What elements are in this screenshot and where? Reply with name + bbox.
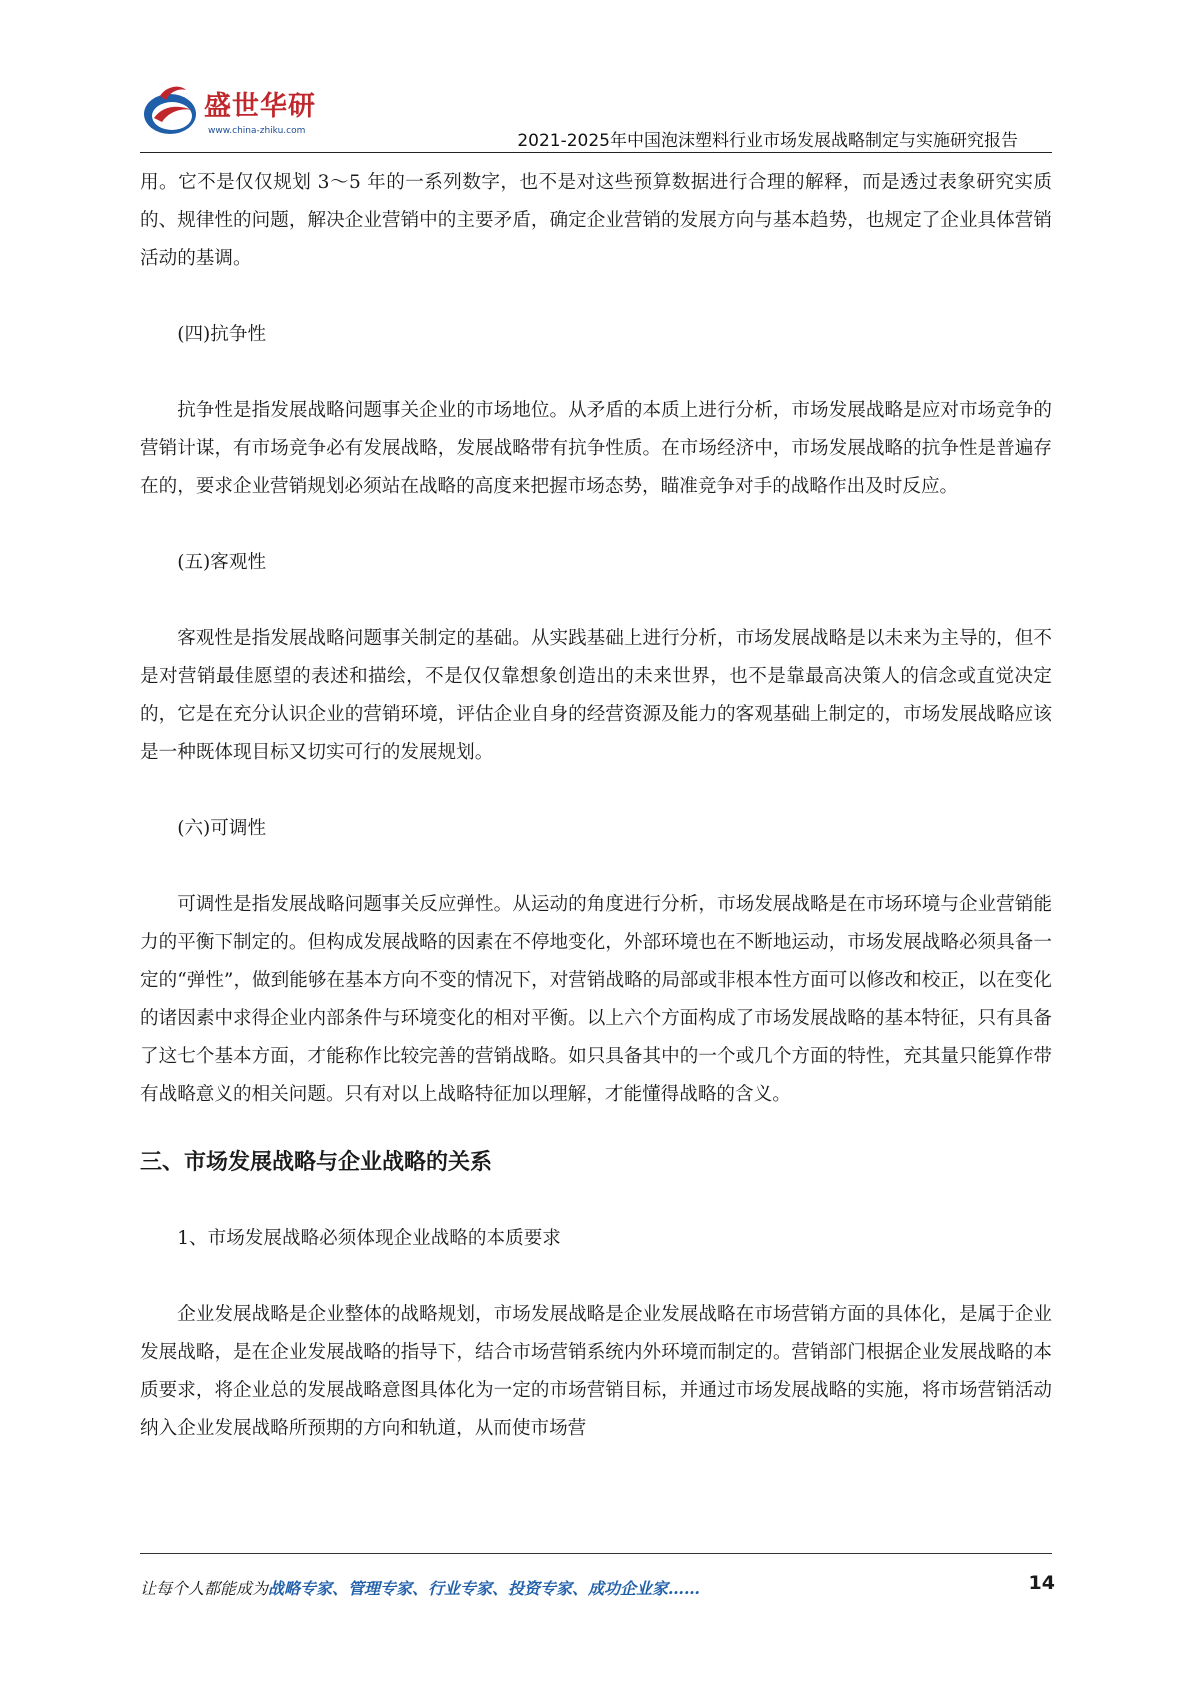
- subheading-6: (六)可调性: [177, 818, 267, 839]
- logo-url: www.china-zhiku.com: [208, 126, 306, 136]
- paragraph-continued: 用。它不是仅仅规划 3～5 年的一系列数字，也不是对这些预算数据进行合理的解释，而是透过表象研究实质的、规律性的问题，解决企业营销中的主要矛盾，确定企业营销的发展方向与基本趋势，也规定了企业具体营销活动的基调。: [140, 172, 1052, 269]
- paragraph-5: 客观性是指发展战略问题事关制定的基础。从实践基础上进行分析，市场发展战略是以未来为主导的，但不是对营销最佳愿望的表述和描绘，不是仅仅靠想象创造出的未来世界，也不是靠最高决策人的信念或直觉决定的，它是在充分认识企业的营销环境，评估企业自身的经营资源及能力的客观基础上制定的，市场发展战略应该是一种既体现目标又切实可行的发展规划。: [140, 628, 1052, 763]
- footer-slogan: [140, 1576, 700, 1599]
- paragraph-7: 企业发展战略是企业整体的战略规划，市场发展战略是企业发展战略在市场营销方面的具体化，是属于企业发展战略，是在企业发展战略的指导下，结合市场营销系统内外环境而制定的。营销部门根据企业发展战略的本质要求，将企业总的发展战略意图具体化为一定的市场营销目标，并通过市场发展战略的实施，将市场营销活动纳入企业发展战略所预期的方向和轨道，从而使市场营: [140, 1304, 1052, 1439]
- paragraph-4: 抗争性是指发展战略问题事关企业的市场地位。从矛盾的本质上进行分析，市场发展战略是应对市场竞争的营销计谋，有市场竞争必有发展战略，发展战略带有抗争性质。在市场经济中，市场发展战略的抗争性是普遍存在的，要求企业营销规划必须站在战略的高度来把握市场态势，瞄准竞争对手的战略作出及时反应。: [140, 400, 1052, 497]
- report-title: 2021-2025年中国泡沫塑料行业市场发展战略制定与实施研究报告: [517, 131, 1018, 151]
- logo-swoosh-icon: [140, 78, 202, 140]
- footer-prefix: 让每个人都能成为: [140, 1579, 269, 1598]
- header-divider: [140, 152, 1052, 153]
- subheading-1: 1、市场发展战略必须体现企业战略的本质要求: [177, 1228, 561, 1249]
- subheading-5: (五)客观性: [177, 552, 267, 573]
- main-content: [140, 164, 1052, 1448]
- footer-roles: 战略专家、管理专家、行业专家、投资专家、成功企业家……: [268, 1579, 701, 1598]
- footer-divider: [140, 1553, 1052, 1554]
- paragraph-6: 可调性是指发展战略问题事关反应弹性。从运动的角度进行分析，市场发展战略是在市场环境与企业营销能力的平衡下制定的。但构成发展战略的因素在不停地变化，外部环境也在不断地运动，市场发展战略必须具备一定的“弹性”，做到能够在基本方向不变的情况下，对营销战略的局部或非根本性方面可以修改和校正，以在变化的诸因素中求得企业内部条件与环境变化的相对平衡。以上六个方面构成了市场发展战略的基本特征，只有具备了这七个基本方面，才能称作比较完善的营销战略。如只具备其中的一个或几个方面的特性，充其量只能算作带有战略意义的相关问题。只有对以上战略特征加以理解，才能懂得战略的含义。: [140, 894, 1052, 1105]
- company-logo: [140, 78, 320, 148]
- subheading-4: (四)抗争性: [177, 324, 267, 345]
- section-heading: 三、市场发展战略与企业战略的关系: [140, 1150, 493, 1175]
- logo-name: 盛世华研: [204, 91, 316, 122]
- page-number: 14: [1028, 1572, 1055, 1594]
